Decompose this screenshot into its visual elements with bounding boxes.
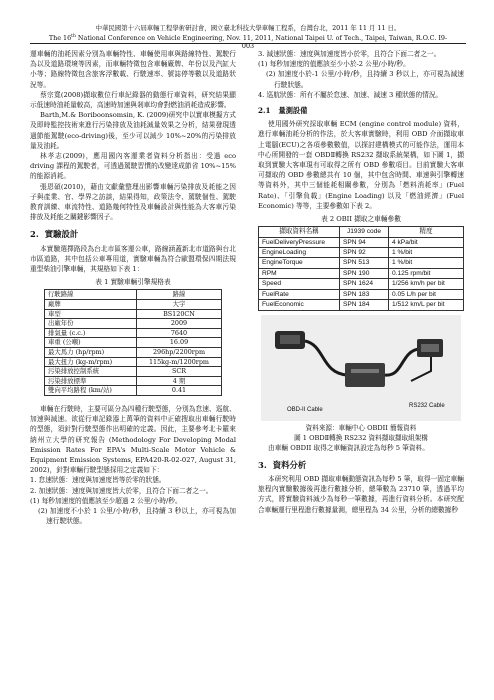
header-rule [30,43,466,44]
column-header: 精度 [389,227,464,237]
section-heading: 2. 實驗設計 [30,229,79,240]
parameter-name-cell: EngineTorque [259,258,340,268]
spec-name-cell: 雙向平均路程 (km/站) [45,386,137,396]
paragraph: 本實驗選擇路段為台北市區客運公車，路線涵蓋新北市道路與台北市區道路，其中包括公車專用道，實驗車輛為符合歐盟環保四期法規重型柴油引擎車輛，其規格如下表 1： [30,244,236,274]
paragraph: 本研究利用 OBD 擷取車輛動態資訊為每秒 5 筆，取得一固定車輛旅程內實驗數據後再進行數據分析，總筆數為 23710 筆，透過平均方式，將實驗資料減少為每秒一筆數據，再進行資料分析。本研究配合車輛運行里程進行數據量測，總里程為 34 公里，分析的總數據秒 [258,474,464,514]
spec-name-cell: 出廠年份 [45,319,137,329]
section-heading: 3. 資料分析 [258,459,307,470]
table-row [259,300,464,310]
table-header-row [259,227,464,237]
table-row [45,386,222,396]
parameter-name-cell: EngineLoading [259,248,340,258]
precision-cell: 1 %/bit [389,258,464,268]
paragraph: 由車輛 OBDII 取得之車輛資訊設定為每秒 5 筆資料。 [268,443,429,452]
left-column [30,49,236,526]
j1939-code-cell: SPN 184 [340,300,389,310]
spec-name-cell: 污染排放標準 [45,376,137,386]
header-line-chinese: 中華民國第十六屆車輛工程學術研討會，國立臺北科技大學車輛工程系，台灣台北，2011 年 11 月 11 日。 [95,24,401,32]
list-item: (2) 加速度小於-1 公里/小時/秒，且持續 3 秒以上，亦可視為減速行駛狀態。 [266,70,464,89]
spec-name-cell: 車型 [45,309,137,319]
precision-cell: 0.05 L/h per bit [389,289,464,299]
j1939-code-cell: SPN 190 [340,268,389,278]
precision-cell: 1 %/bit [389,248,464,258]
j1939-code-cell: SPN 1624 [340,279,389,289]
spec-value-cell: SCR [137,367,222,377]
subsection-heading: 2.1 量測設備 [258,106,308,116]
paragraph: Barth,M.& Boriboonsomsin, K. (2009)研究中以實車模擬方式及即時監控技術來進行污染排放及油耗減量效果之分析，結果發現透過節能駕駛(eco-driving)後，至少可以減少 10%~20%的污染排放量及油耗。 [30,111,236,150]
spec-value-cell: 296hp/2200rpm [137,348,222,358]
spec-name-cell: 車重 (公噸) [45,338,137,348]
paragraph: 運車輛的油耗因素分別為車輛特性、車輛使用車與路線特性、駕駛行為以及道路環境等因素，而車輛特徵包含車輛廠牌、年份以及汽缸大小等；路線特徵包含旅客浮數載、行駛速率、號誌停等數以及道路狀況等。 [30,50,236,89]
spec-value-cell: 2009 [137,319,222,329]
table-row [45,300,222,310]
paragraph: 林孝志(2009)，應用國內客運業者資料分析指出：受過 eco driving 課程的駕駛者，可透過駕駛習慣的改變達成節省 10%~15%的能源消耗。 [30,152,236,181]
spec-name-cell: 廠牌 [45,300,137,310]
table-row [45,338,222,348]
figure-caption: 圖 1 OBDⅡ轉換 RS232 資料擷取擷取組架構 [294,433,428,442]
paragraph: 張恩碩(2010)，藉由文獻彙整理出影響車輛污染排放及耗能之因子與產業、官、學界之訪談，結果得知，政策法令、駕駛個性、駕駛教育訓練、車流特性、道路幾何特性及車輛設計與性能為大客車污染排放及耗能之關鍵影響因子。 [30,182,236,222]
spec-value-cell: 115kg-m/1200rpm [137,357,222,367]
list-item: (2) 加速度不小於 1 公里/小時/秒，且持續 3 秒以上，亦可視為加速行駛狀態。 [38,507,236,526]
precision-cell: 4 kPa/bit [389,237,464,247]
list-item: (1) 每秒加速度的值應該至少小於-2 公里/小時/秒。 [258,60,410,69]
table-row [259,237,464,247]
paragraph: 使用國外研究採取車輛 ECM (engine control module) 資料，進行車輛油耗分析的作法，於大客車實驗時，利用 OBD 介面擷取車上電腦(ECU)之各項參數數值，以探討建構模式的可能作法，運用本中心所開發的一套 OBDⅡ轉換 RS232 擷取系統架構，如下圖 1，擷取到實驗大客車現有可取得之所有 OBD 參數項目。目前實驗大客車可擷取的 OBD 參數總共有 10 個，其中包含時間、車速與引擎轉速等資料外，其中三個能耗相關參數，分別為「燃料消耗率」(Fuel Rate)、「引擎負載」(Engine Loading) 以及「燃油經濟」(Fuel Economic) 等等，主要參數如下表 2。 [258,120,464,210]
parameter-name-cell: RPM [259,268,340,278]
spec-value-cell: 16.09 [137,338,222,348]
j1939-code-cell: SPN 94 [340,237,389,247]
spec-name-cell: 最大馬力 (hp/rpm) [45,348,137,358]
table-row [45,309,222,319]
spec-name-cell: 污染排放控制系統 [45,367,137,377]
precision-cell: 0.125 rpm/bit [389,268,464,278]
spec-name-cell: 排氣量 (c.c.) [45,328,137,338]
right-column [258,49,464,515]
table-row [259,279,464,289]
table-row [259,289,464,299]
j1939-code-cell: SPN 183 [340,289,389,299]
spec-name-cell: 最大扭力 (kg-m/rpm) [45,357,137,367]
parameter-name-cell: Speed [259,279,340,289]
spec-value-cell: 4 期 [137,376,222,386]
list-item: 3. 減速狀態：速度與加速度皆小於零，且符合下面二者之一。 [258,50,441,58]
spec-value-cell: 大宇 [137,300,222,310]
list-item: 4. 巡航狀態：所有不屬於怠速、加速、減速 3 種狀態的情況。 [258,90,443,99]
engine-spec-table [44,289,222,396]
interface-box [345,363,385,387]
figure-source: 資料來源：車輛中心 OBDII 簡報資料 [305,423,417,432]
column-header: 擷取資料名稱 [259,227,340,237]
header-line-english: The 16th National Conference on Vehicle Engineering, Nov. 11, 2011, National Taipei U. of Tech., Taipei, Taiwan, R.O.C. I9-003 [48,33,448,51]
parameter-name-cell: FuelDeliveryPressure [259,237,340,247]
obd-connector-pins [280,335,300,344]
table-row [259,258,464,268]
list-item: 1. 怠速狀態：速度與加速度皆等於零的狀態。 [30,476,166,485]
paragraph: 蔡宗寬(2008)擷取數位行車紀錄器的動態行車資料，研究結果顯示低速時油耗量較高，高速時加速與剎車均會對燃油消耗造成影響。 [30,90,236,110]
table-row [45,376,222,386]
parameter-name-cell: FuelEconomic [259,300,340,310]
j1939-code-cell: SPN 513 [340,258,389,268]
precision-cell: 1/256 km/h per bit [389,279,464,289]
table-row [259,248,464,258]
rs232-cable-label: RS232 Cable [409,402,445,409]
list-item: (1) 每秒加速度的值應該至少超過 2 公里/小時/秒。 [30,496,182,505]
interface-box-stripe [351,369,379,373]
table-caption: 表 1 實驗車輛引擎規格表 [95,278,171,287]
obd-cable-label: OBD-II Cable [287,406,323,413]
rs232-connector-face [421,344,439,352]
column-header: J1939 code [340,227,389,237]
table-row [45,328,222,338]
precision-cell: 1/512 km/L per bit [389,300,464,310]
spec-value-cell: 路線 [137,290,222,300]
page-header [46,24,450,51]
table-row [45,319,222,329]
j1939-code-cell: SPN 92 [340,248,389,258]
table-row [259,268,464,278]
spec-value-cell: BS120CN [137,309,222,319]
table-caption: 表 2 OBII 擷取之車輛參數 [321,215,401,224]
spec-name-cell: 行駛路線 [45,290,137,300]
paragraph: 車輛在行駛時，主要可區分為四種行駛型態，分別為怠速、巡航、加速與減速。欲從行車記錄器上萬筆的資料中正確搜取出車輛行駛時的型態，須針對行駛型態作出明確的定義。因此，主要參考北卡羅來納州立大學的研究報告 (Methodology For Developing Modal Emission Rates For EPA's Multi-Scale Motor Vehicle & Equipment Emission Systems, EPA420-R-02-027, August 31, 2002)，針對車輛行駛型態採用之定義如下： [30,405,236,475]
obd-parameter-table [258,226,464,310]
spec-value-cell: 7640 [137,328,222,338]
obd-device-illustration [261,315,461,421]
table-row [45,367,222,377]
spec-value-cell: 0.41 [137,386,222,396]
table-row [45,290,222,300]
parameter-name-cell: FuelRate [259,289,340,299]
table-row [45,348,222,358]
list-item: 2. 加速狀態：速度與加速度皆大於零，且符合下面二者之一。 [30,486,213,495]
table-row [45,357,222,367]
obd-device-photo [261,315,461,421]
